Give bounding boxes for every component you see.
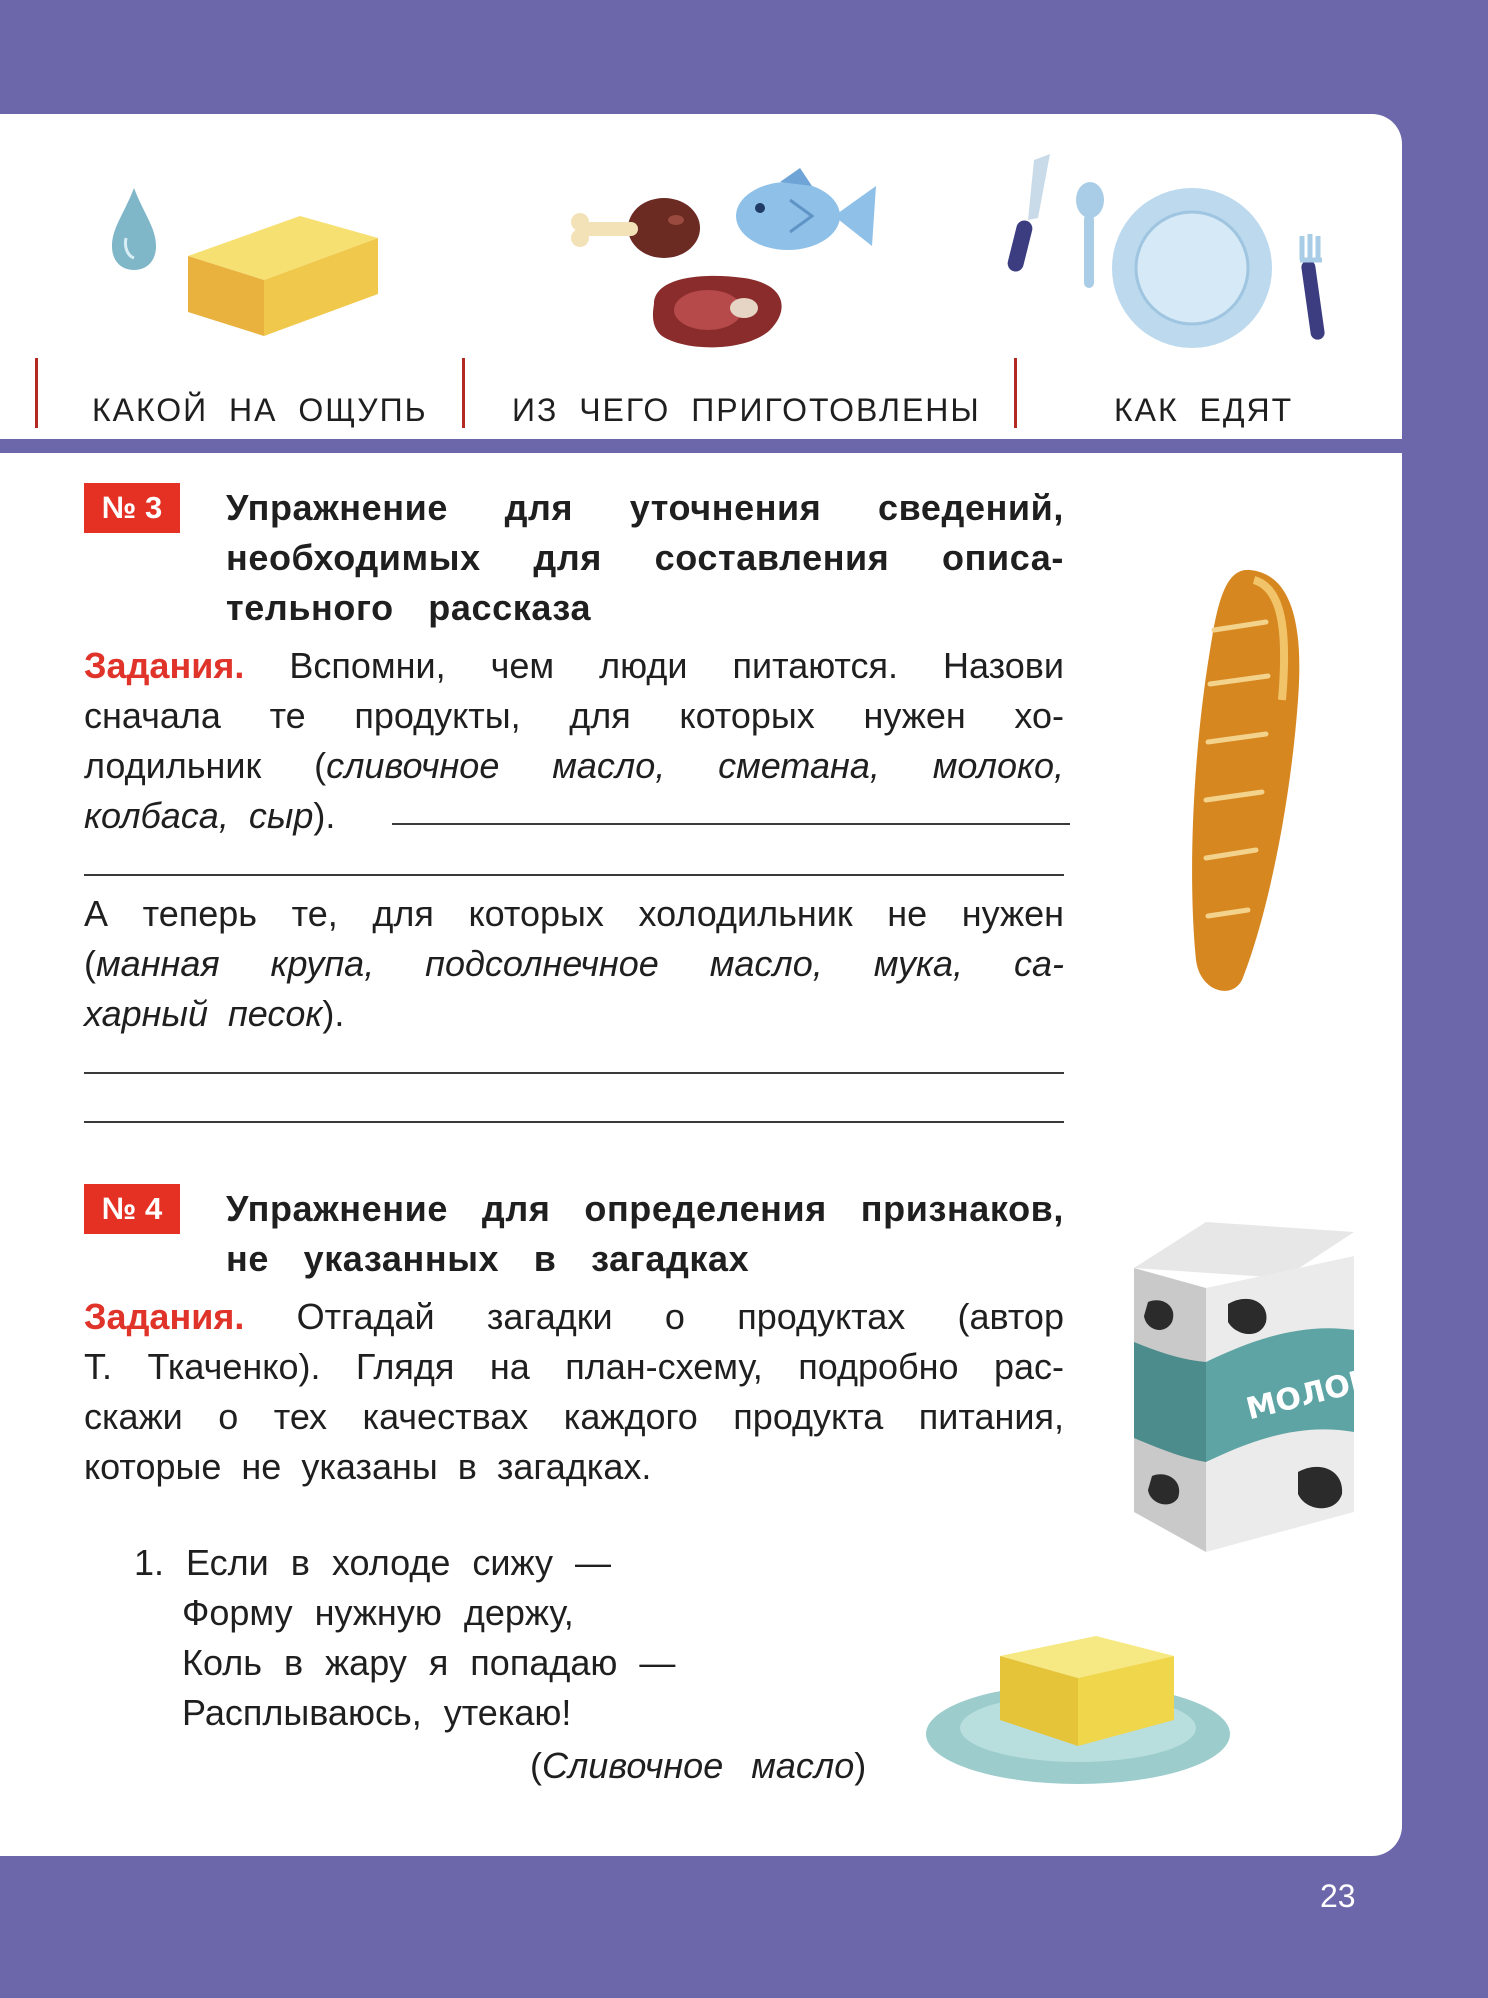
riddle-line: Коль в жару я попадаю — — [182, 1642, 676, 1683]
plate-icon — [1112, 188, 1272, 348]
milk-carton-label: МОЛОКО — [1242, 1355, 1403, 1428]
paragraph-line: Задания. Отгадай загадки о продуктах (автор — [84, 1296, 1064, 1337]
task-label: Задания. — [84, 1296, 245, 1337]
exercise-3-title-line: необходимых для составления описа- — [226, 537, 1064, 578]
exercise-3-task-1 — [84, 641, 1064, 841]
exercise-4-badge: № 4 — [84, 1184, 180, 1234]
header-divider-strip — [0, 439, 1402, 453]
paragraph-line: харный песок). — [84, 993, 345, 1034]
paragraph-line: А теперь те, для которых холодильник не нужен — [84, 893, 1064, 934]
riddle-1 — [134, 1538, 675, 1738]
paragraph-line: которые не указаны в загадках. — [84, 1446, 652, 1487]
paragraph-line: скажи о тех качествах каждого продукта питания, — [84, 1396, 1064, 1437]
riddle-line: Расплываюсь, утекаю! — [182, 1692, 572, 1733]
butter-dish-illustration — [918, 1616, 1238, 1796]
header-divider-right — [1014, 358, 1017, 428]
exercise-4-title-line: не указанных в загадках — [226, 1238, 750, 1279]
chicken-leg-icon — [571, 198, 700, 258]
exercise-3-badge: № 3 — [84, 483, 180, 533]
header-divider-left — [35, 358, 38, 428]
butter-block-icon — [188, 216, 378, 336]
fish-icon — [736, 168, 876, 250]
header-divider-middle — [462, 358, 465, 428]
header-illustrations — [0, 140, 1402, 370]
answer-line[interactable] — [84, 874, 1064, 876]
fork-icon — [1300, 234, 1325, 341]
spoon-icon — [1076, 182, 1104, 288]
riddle-line: Форму нужную держу, — [182, 1592, 574, 1633]
paragraph-line: Т. Ткаченко). Глядя на план-схему, подробно рас- — [84, 1346, 1064, 1387]
answer-line[interactable] — [392, 823, 1070, 825]
paragraph-line: лодильник (сливочное масло, сметана, молоко, — [84, 745, 1064, 786]
task-label: Задания. — [84, 645, 245, 686]
header-label-how-eaten: КАК ЕДЯТ — [1114, 392, 1294, 428]
header-label-touch: КАКОЙ НА ОЩУПЬ — [92, 392, 428, 428]
exercise-4-title — [226, 1184, 1064, 1284]
meat-steak-icon — [653, 276, 782, 347]
answer-line[interactable] — [84, 1072, 1064, 1074]
exercise-3-task-2 — [84, 889, 1064, 1039]
page-number: 23 — [1320, 1878, 1356, 1914]
riddle-number: 1. — [134, 1542, 165, 1583]
riddle-line: 1. Если в холоде сижу — — [134, 1542, 611, 1583]
paragraph-line: сначала те продукты, для которых нужен хо- — [84, 695, 1064, 736]
milk-carton-illustration — [1128, 1212, 1403, 1562]
exercise-4-task — [84, 1292, 1064, 1492]
paragraph-line: (манная крупа, подсолнечное масло, мука, са- — [84, 943, 1064, 984]
knife-icon — [1006, 154, 1050, 273]
riddle-1-answer: (Сливочное масло) — [530, 1745, 867, 1786]
exercise-3-title — [226, 483, 1064, 633]
paragraph-line: Задания. Вспомни, чем люди питаются. Назови — [84, 645, 1064, 686]
exercise-4-title-line: Упражнение для определения признаков, — [226, 1188, 1064, 1229]
exercise-3-title-line: Упражнение для уточнения сведений, — [226, 487, 1064, 528]
paragraph-line: колбаса, сыр). — [84, 795, 336, 836]
exercise-3-title-line: тельного рассказа — [226, 587, 592, 628]
bread-loaf-illustration — [1170, 560, 1320, 1000]
header-label-ingredients: ИЗ ЧЕГО ПРИГОТОВЛЕНЫ — [512, 392, 981, 428]
water-drop-icon — [112, 188, 156, 270]
answer-line[interactable] — [84, 1121, 1064, 1123]
